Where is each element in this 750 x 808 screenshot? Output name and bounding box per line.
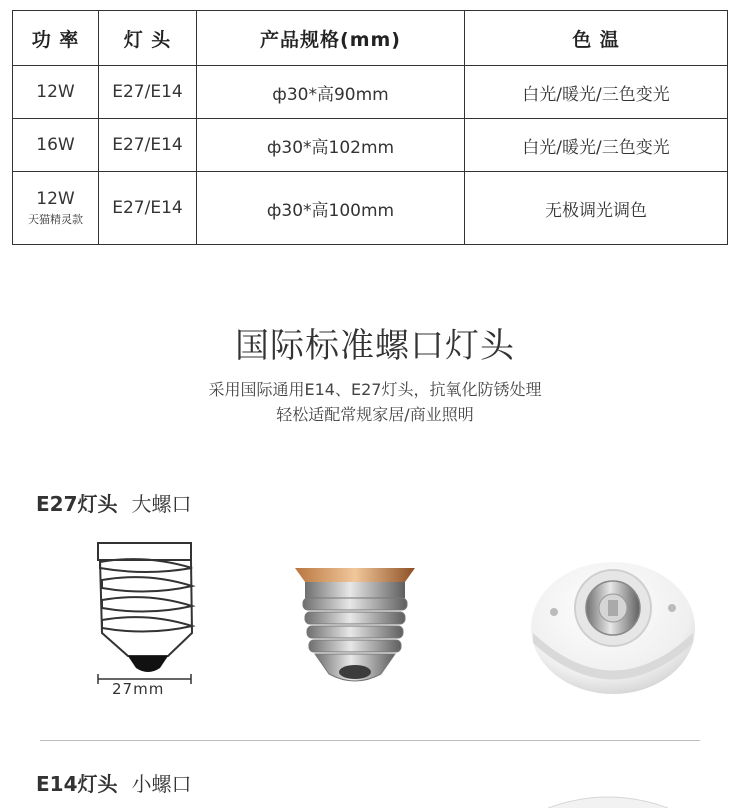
cell-base: E27/E14	[99, 172, 197, 245]
table-row	[13, 172, 728, 245]
section-subtitle-line1: 采用国际通用E14、E27灯头，抗氧化防锈处理	[208, 380, 542, 399]
cell-color-temp: 白光/暖光/三色变光	[465, 66, 728, 119]
cell-power-note: 天猫精灵款	[28, 213, 83, 226]
section-divider	[40, 740, 700, 741]
spec-table	[12, 10, 728, 245]
cell-size: ф30*高100mm	[197, 172, 465, 245]
e27-name: E27灯头	[36, 492, 118, 516]
e14-socket-icon	[548, 788, 668, 808]
e27-desc: 大螺口	[131, 492, 192, 516]
e27-base-photo-icon	[285, 568, 425, 688]
header-power: 功 率	[13, 11, 99, 66]
e14-desc: 小螺口	[131, 772, 192, 796]
e14-name: E14灯头	[36, 772, 118, 796]
table-row	[13, 119, 728, 172]
table-row	[13, 66, 728, 119]
section-title: 国际标准螺口灯头	[235, 326, 515, 366]
section-subtitle-line2: 轻松适配常规家居/商业照明	[276, 405, 474, 424]
cell-base: E27/E14	[99, 119, 197, 172]
cell-color-temp: 白光/暖光/三色变光	[465, 119, 728, 172]
cell-power	[13, 172, 99, 245]
cell-base: E27/E14	[99, 66, 197, 119]
cell-power-value: 12W	[36, 189, 75, 209]
header-color-temp: 色 温	[465, 11, 728, 66]
header-size: 产品规格(mm)	[197, 11, 465, 66]
cell-size: ф30*高90mm	[197, 66, 465, 119]
cell-power: 16W	[13, 119, 99, 172]
e27-socket-icon	[528, 548, 698, 698]
header-base: 灯 头	[99, 11, 197, 66]
e14-heading	[36, 768, 192, 797]
cell-size: ф30*高102mm	[197, 119, 465, 172]
table-header-row	[13, 11, 728, 66]
e27-dimension-label: 27mm	[112, 680, 165, 698]
cell-color-temp: 无极调光调色	[465, 172, 728, 245]
cell-power: 12W	[13, 66, 99, 119]
e27-heading	[36, 488, 192, 517]
